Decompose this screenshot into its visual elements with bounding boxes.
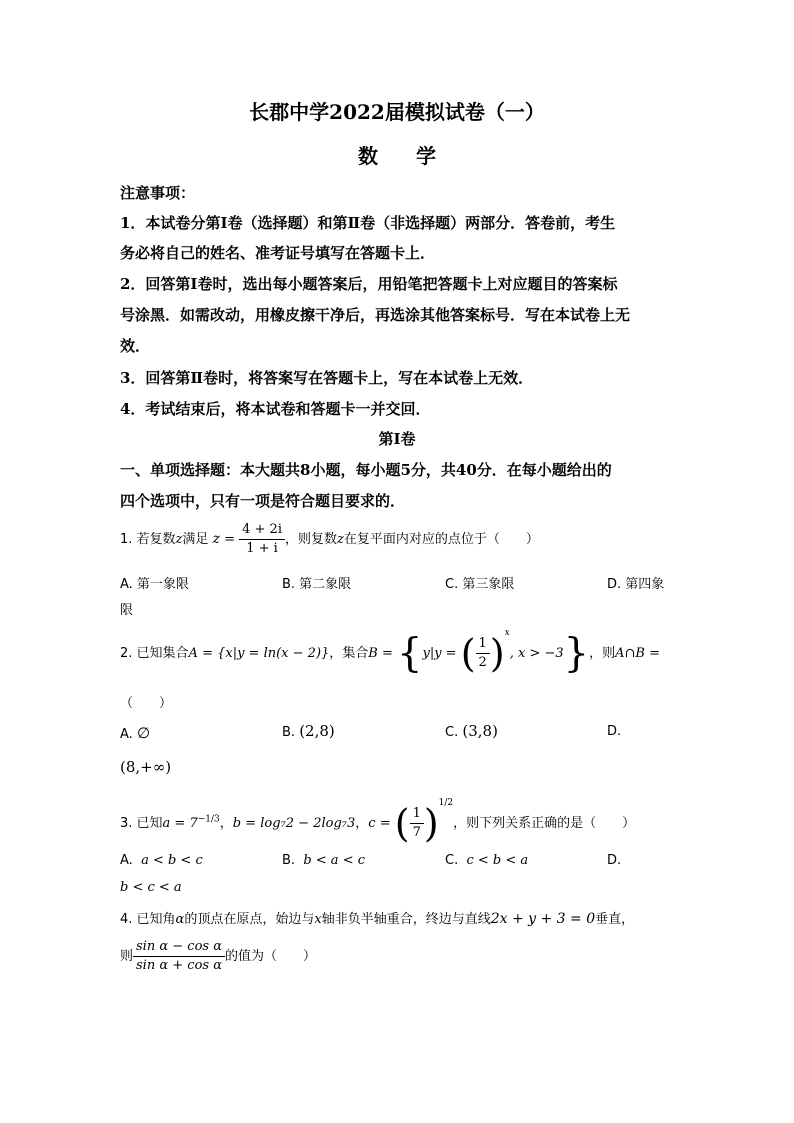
q2-mid: ，集合 <box>329 646 369 661</box>
q3-prefix: 3. 已知 <box>120 816 163 831</box>
option-label: C. <box>445 725 459 740</box>
q2-intersection: A∩B = <box>615 646 660 661</box>
exam-title: 长郡中学2022届模拟试卷（一） <box>249 100 545 124</box>
option-label: C. <box>445 853 459 868</box>
q1-option-d-wrap: 限 <box>120 603 134 618</box>
q1-fraction <box>239 521 285 558</box>
q4-suffix: 垂直， <box>595 912 635 927</box>
q1-prefix: 1. 若复数 <box>120 532 176 547</box>
q1-denominator: 1 + i <box>246 541 278 556</box>
option-label: B. <box>282 853 296 868</box>
option-value: (3,8) <box>462 722 498 740</box>
q2-suffix: ，则 <box>589 646 616 661</box>
q1-option-d: D. 第四象 <box>607 577 665 592</box>
c-exponent: 1/2 <box>438 798 454 808</box>
q4-denominator: sin α + cos α <box>136 958 222 973</box>
section-instruction: 一、单项选择题：本大题共8小题，每小题5分，共40分．在每小题给出的 <box>120 461 612 479</box>
q3-suffix: ，则下列关系正确的是（ ） <box>453 816 636 831</box>
option-value: b < a < c <box>303 853 365 868</box>
q2-option-a <box>120 724 150 742</box>
var-alpha: α <box>175 912 185 927</box>
q1-suffix-2: 在复平面内对应的点位于（ ） <box>343 532 539 547</box>
q4-numerator: sin α − cos α <box>133 938 225 957</box>
q3-option-a <box>120 853 203 868</box>
q2-option-d: D. <box>607 724 622 739</box>
option-value: a < b < c <box>141 853 203 868</box>
notice-line: 1．本试卷分第Ⅰ卷（选择题）和第Ⅱ卷（非选择题）两部分．答卷前，考生 <box>120 214 616 232</box>
question-2: 2. 已知集合A = {x|y = ln(x − 2)}，集合B = {y|y = ( $\frac{1}{2}$ )$^x$, x > −3}，则A∩B = <box>120 628 660 677</box>
q2-answer-paren: （ ） <box>120 696 173 711</box>
q1-suffix: ，则复数 <box>284 532 337 547</box>
notice-line: 2．回答第Ⅰ卷时，选出每小题答案后，用铅笔把答题卡上对应题目的答案标 <box>120 275 618 293</box>
q2-exponent: x <box>504 628 510 638</box>
q1-option-c: C. 第三象限 <box>445 577 515 592</box>
question-3: 3. 已知$a = 7^{-1/3}$，b = log₇2 − 2log₇3，c = ( $\frac{1}{7}$ )$^{1/2}$，则下列关系正确的是（ ） <box>120 798 636 846</box>
q2-option-b <box>282 722 335 740</box>
q4-mid: 的顶点在原点，始边与 <box>184 912 315 927</box>
set-a: A = {x|y = ln(x − 2)} <box>188 646 330 661</box>
notice-line: 务必将自己的姓名、准考证号填写在答题卡上． <box>120 244 436 262</box>
notice-line: 3．回答第Ⅱ卷时，将答案写在答题卡上，写在本试卷上无效． <box>120 369 534 387</box>
expr-c-label: c = <box>368 816 395 831</box>
q3-option-d-value: b < c < a <box>120 880 182 895</box>
q2-option-d-value: (8,+∞) <box>120 758 172 776</box>
question-4-line-2 <box>120 938 316 975</box>
q3-option-b <box>282 853 365 868</box>
c-num: 1 <box>410 805 424 824</box>
notice-line: 4．考试结束后，将本试卷和答题卡一并交回． <box>120 400 431 418</box>
half-num: 1 <box>476 635 490 654</box>
q3-option-d: D. <box>607 853 622 868</box>
q4-fraction <box>133 938 225 975</box>
subject-title: 数学 <box>358 144 474 168</box>
section-title: 第Ⅰ卷 <box>378 430 416 448</box>
q1-mid: 满足 <box>182 532 209 547</box>
q1-numerator: 4 + 2i <box>239 521 285 540</box>
q2-half <box>476 635 490 672</box>
expr-a: a = 7 <box>162 816 198 831</box>
var-z: z <box>175 532 183 547</box>
q4-line2-suffix: 的值为（ ） <box>224 949 316 964</box>
var-x: x <box>314 912 322 927</box>
expr-b: b = log₇2 − 2log₇3 <box>232 816 356 831</box>
notice-heading: 注意事项： <box>120 184 196 202</box>
q3-option-c <box>445 853 528 868</box>
question-4 <box>120 908 634 927</box>
q1-option-a: A. 第一象限 <box>120 577 189 592</box>
section-instruction: 四个选项中，只有一项是符合题目要求的． <box>120 492 406 510</box>
set-b-var: y|y = <box>422 646 461 661</box>
option-label: B. <box>282 725 296 740</box>
q2-option-c <box>445 722 498 740</box>
var-z: z <box>337 532 344 547</box>
q2-prefix: 2. 已知集合 <box>120 646 189 661</box>
q1-option-b: B. 第二象限 <box>282 577 352 592</box>
set-b-condition: , x > −3 <box>509 646 564 661</box>
option-label: A. <box>120 727 133 742</box>
question-1: 1. 若复数z满足 z = $\frac{4 + 2i}{1 + i}$ ，则复数z在复平面内对应的点位于（ ） <box>120 522 539 556</box>
option-value: c < b < a <box>466 853 529 868</box>
c-fraction <box>410 805 424 842</box>
q4-mid-2: 轴非负半轴重合，终边与直线 <box>321 912 491 927</box>
q4-prefix: 4. 已知角 <box>120 912 176 927</box>
a-exponent: −1/3 <box>197 814 220 825</box>
line-equation: 2x + y + 3 = 0 <box>490 911 596 927</box>
option-value: (2,8) <box>299 722 335 740</box>
notice-line: 号涂黑．如需改动，用橡皮擦干净后，再选涂其他答案标号．写在本试卷上无 <box>120 306 631 324</box>
c-den: 7 <box>412 825 421 840</box>
notice-line: 效． <box>120 337 151 355</box>
option-label: A. <box>120 853 133 868</box>
option-value: ∅ <box>136 724 151 742</box>
set-b-label: B = <box>368 646 398 661</box>
q4-line2-prefix: 则 <box>120 949 134 964</box>
half-den: 2 <box>478 655 487 670</box>
